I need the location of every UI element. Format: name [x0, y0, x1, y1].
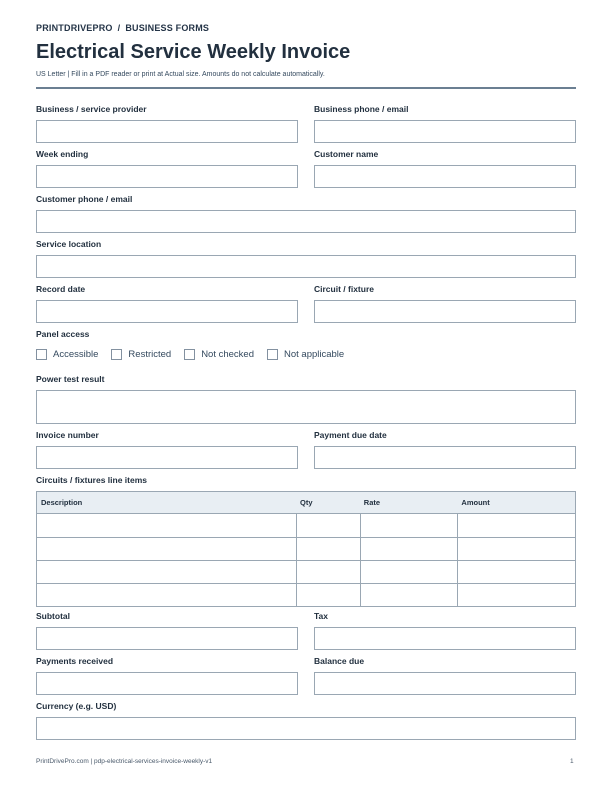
panel-access-option-restricted[interactable]: [111, 349, 171, 360]
amount-cell[interactable]: [457, 584, 575, 606]
payment-due-date-label: Payment due date: [314, 430, 387, 440]
rate-cell[interactable]: [360, 584, 458, 606]
balance-due-label: Balance due: [314, 656, 365, 666]
tax-label: Tax: [314, 611, 329, 621]
table-row: [37, 537, 575, 560]
customer-name-field[interactable]: [314, 165, 576, 188]
customer-phone-email-field[interactable]: [36, 210, 576, 233]
panel-access-label: Panel access: [36, 329, 90, 339]
qty-cell[interactable]: [296, 538, 360, 560]
page-subtitle: US Letter | Fill in a PDF reader or print at Actual size. Amounts do not calculate automatically.: [36, 71, 325, 78]
panel-access-option-not-applicable[interactable]: [267, 349, 344, 360]
business-phone-email-label: Business phone / email: [314, 104, 409, 114]
breadcrumb-brand: PRINTDRIVEPRO: [36, 23, 113, 33]
header-divider: [36, 87, 576, 89]
record-date-field[interactable]: [36, 300, 298, 323]
circuit-fixture-field[interactable]: [314, 300, 576, 323]
circuit-fixture-label: Circuit / fixture: [314, 284, 374, 294]
business-provider-label: Business / service provider: [36, 104, 147, 114]
line-items-label: Circuits / fixtures line items: [36, 475, 148, 485]
rate-cell[interactable]: [360, 514, 458, 537]
description-cell[interactable]: [37, 561, 296, 583]
qty-cell[interactable]: [296, 584, 360, 606]
rate-cell[interactable]: [360, 561, 458, 583]
business-provider-field[interactable]: [36, 120, 298, 143]
service-location-field[interactable]: [36, 255, 576, 278]
description-cell[interactable]: [37, 514, 296, 537]
invoice-number-label: Invoice number: [36, 430, 99, 440]
panel-access-options: [36, 349, 357, 360]
power-test-result-label: Power test result: [36, 374, 105, 384]
line-items-table: [36, 491, 576, 607]
subtotal-field[interactable]: [36, 627, 298, 650]
checkbox[interactable]: [267, 349, 278, 360]
record-date-label: Record date: [36, 284, 86, 294]
table-row: [37, 583, 575, 606]
breadcrumb: [36, 23, 209, 33]
table-row: [37, 560, 575, 583]
currency-field[interactable]: [36, 717, 576, 740]
checkbox-label: Not checked: [201, 349, 254, 360]
week-ending-field[interactable]: [36, 165, 298, 188]
checkbox[interactable]: [184, 349, 195, 360]
table-body: [37, 514, 575, 606]
amount-cell[interactable]: [457, 514, 575, 537]
column-header-amount: Amount: [461, 498, 490, 507]
payment-due-date-field[interactable]: [314, 446, 576, 469]
checkbox-label: Accessible: [53, 349, 99, 360]
panel-access-option-accessible[interactable]: [36, 349, 98, 360]
page-number: 1: [570, 758, 574, 765]
breadcrumb-separator: /: [117, 23, 121, 33]
currency-label: Currency (e.g. USD): [36, 701, 117, 711]
subtotal-label: Subtotal: [36, 611, 70, 621]
amount-cell[interactable]: [457, 538, 575, 560]
column-header-rate: Rate: [363, 498, 381, 507]
checkbox[interactable]: [36, 349, 47, 360]
balance-due-field[interactable]: [314, 672, 576, 695]
page-title: Electrical Service Weekly Invoice: [36, 41, 351, 63]
week-ending-label: Week ending: [36, 149, 89, 159]
table-header: [37, 492, 575, 514]
invoice-number-field[interactable]: [36, 446, 298, 469]
checkbox-label: Not applicable: [284, 349, 345, 360]
column-header-description: Description: [41, 498, 83, 507]
power-test-result-field[interactable]: [36, 390, 576, 424]
amount-cell[interactable]: [457, 561, 575, 583]
payments-received-field[interactable]: [36, 672, 298, 695]
payments-received-label: Payments received: [36, 656, 114, 666]
panel-access-option-not-checked[interactable]: [184, 349, 254, 360]
customer-name-label: Customer name: [314, 149, 379, 159]
column-header-qty: Qty: [300, 498, 313, 507]
table-row: [37, 514, 575, 537]
customer-phone-email-label: Customer phone / email: [36, 194, 133, 204]
description-cell[interactable]: [37, 538, 296, 560]
qty-cell[interactable]: [296, 561, 360, 583]
checkbox-label: Restricted: [128, 349, 172, 360]
business-phone-email-field[interactable]: [314, 120, 576, 143]
footer-text: PrintDrivePro.com | pdp-electrical-services-invoice-weekly-v1: [36, 758, 213, 765]
breadcrumb-section: BUSINESS FORMS: [125, 23, 210, 33]
description-cell[interactable]: [37, 584, 296, 606]
service-location-label: Service location: [36, 239, 102, 249]
checkbox[interactable]: [111, 349, 122, 360]
tax-field[interactable]: [314, 627, 576, 650]
qty-cell[interactable]: [296, 514, 360, 537]
rate-cell[interactable]: [360, 538, 458, 560]
